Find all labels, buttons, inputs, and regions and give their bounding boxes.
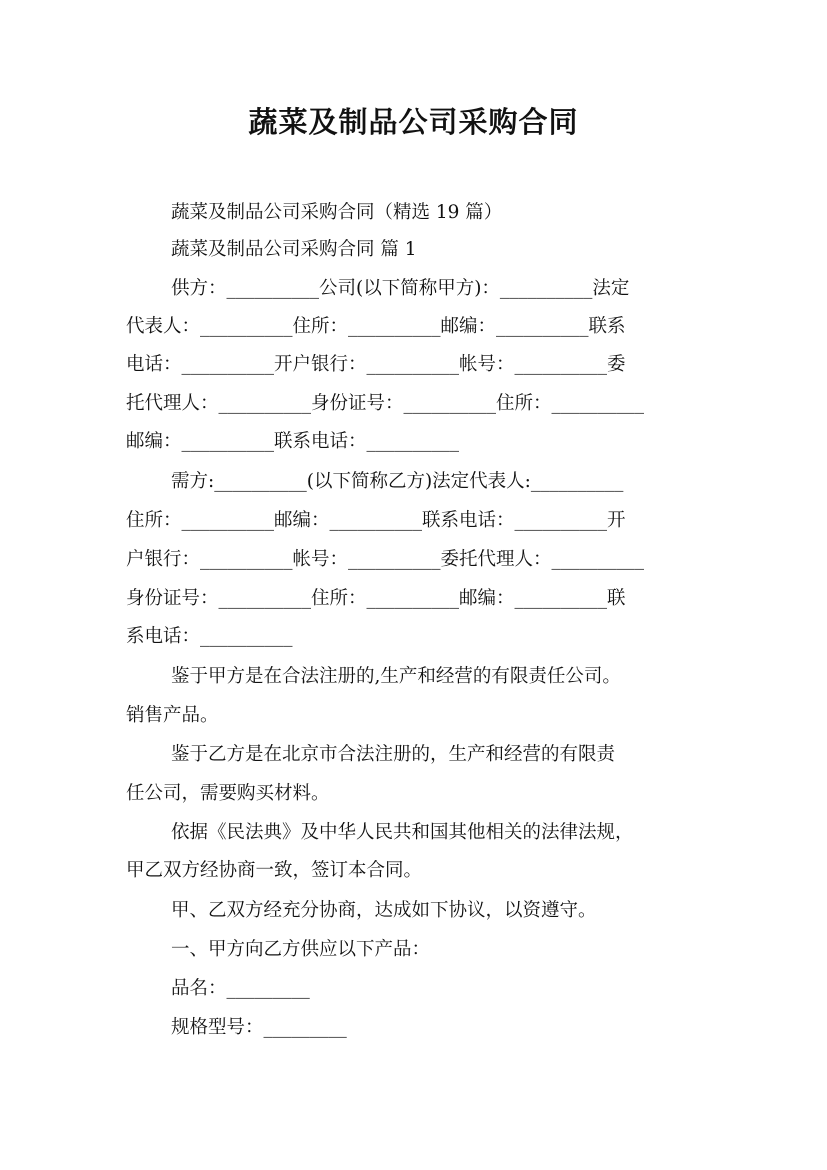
- paragraph-2-line-1: 鉴于乙方是在北京市合法注册的，生产和经营的有限责: [171, 744, 616, 765]
- buyer-line-4: 身份证号：__________住所：__________邮编：__________联: [126, 588, 626, 609]
- spec-model-field: 规格型号：_________: [171, 1017, 347, 1038]
- buyer-line-1: 需方:__________(以下简称乙方)法定代表人:__________: [171, 471, 624, 492]
- subtitle-line: 蔬菜及制品公司采购合同（精选 19 篇）: [171, 202, 503, 223]
- paragraph-2-line-2: 任公司，需要购买材料。: [126, 783, 330, 804]
- clause-1-heading: 一、甲方向乙方供应以下产品：: [171, 939, 431, 960]
- paragraph-3-line-1: 依据《民法典》及中华人民共和国其他相关的法律法规，: [171, 822, 634, 843]
- buyer-line-2: 住所：__________邮编：__________联系电话：__________开: [126, 510, 626, 531]
- paragraph-3-line-2: 甲乙双方经协商一致，签订本合同。: [126, 860, 423, 881]
- paragraph-1-line-2: 销售产品。: [126, 705, 219, 726]
- supplier-line-5: 邮编：__________联系电话：__________: [126, 431, 460, 452]
- supplier-line-2: 代表人：__________住所：__________邮编：__________联系: [126, 316, 626, 337]
- paragraph-1-line-1: 鉴于甲方是在合法注册的,生产和经营的有限责任公司。: [171, 666, 621, 687]
- supplier-line-3: 电话：__________开户银行：__________帐号：__________委: [126, 354, 626, 375]
- buyer-line-5: 系电话：__________: [126, 626, 293, 647]
- product-name-field: 品名：_________: [171, 978, 310, 999]
- paragraph-4: 甲、乙双方经充分协商，达成如下协议，以资遵守。: [171, 900, 597, 921]
- section-heading: 蔬菜及制品公司采购合同 篇 1: [171, 239, 417, 260]
- document-title: 蔬菜及制品公司采购合同: [248, 105, 579, 139]
- supplier-line-4: 托代理人：__________身份证号：__________住所：__________: [126, 393, 645, 414]
- buyer-line-3: 户银行：__________帐号：__________委托代理人：__________: [126, 549, 645, 570]
- supplier-line-1: 供方：__________公司(以下简称甲方)：__________法定: [171, 278, 630, 299]
